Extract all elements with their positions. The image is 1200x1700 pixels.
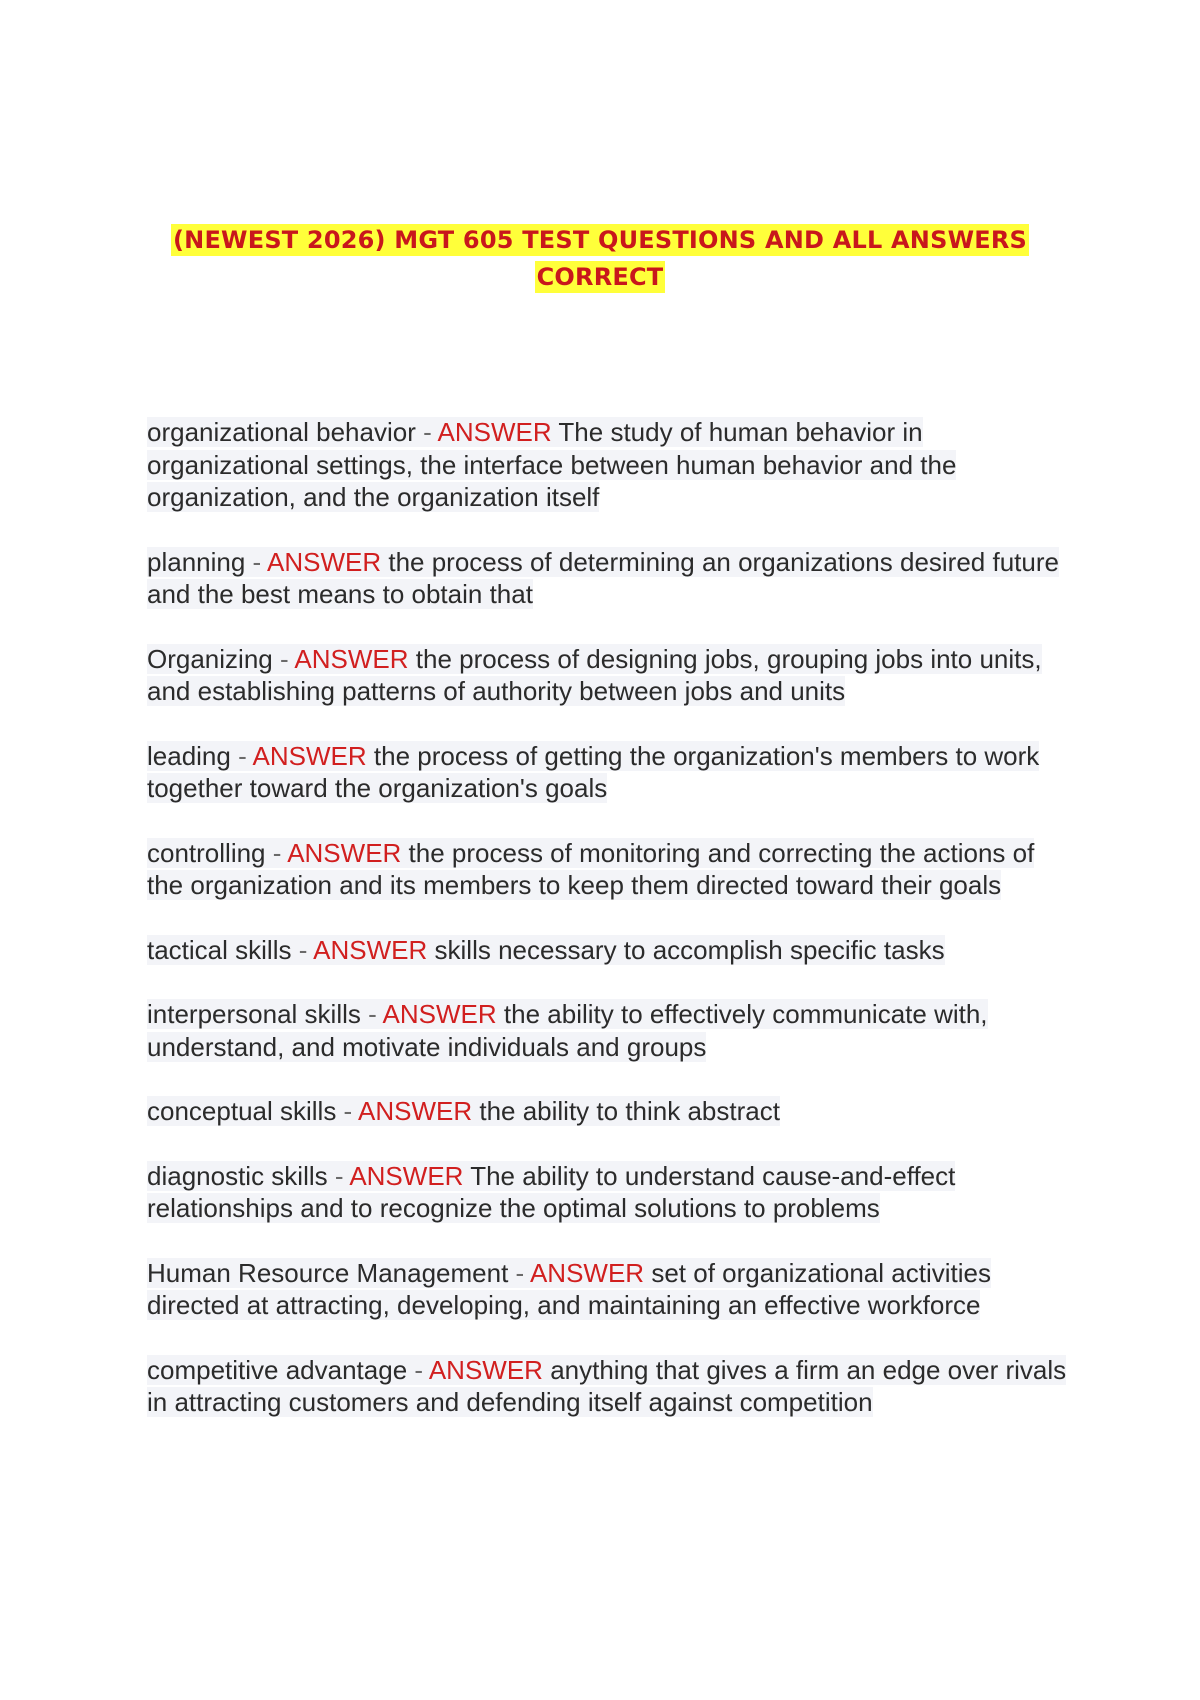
qa-separator: - [508,1257,530,1288]
qa-definition: The study of human behavior in organizational settings, the interface between human behavior and the organization, and the organization itself [147,417,957,512]
answer-label: ANSWER [382,999,497,1029]
qa-item [147,934,1067,967]
qa-term: organizational behavior [147,417,416,447]
qa-item [147,837,1067,902]
qa-item [147,740,1067,805]
qa-definition: the process of determining an organizations desired future and the best means to obtain that [147,546,1059,609]
qa-definition: the process of monitoring and correcting the actions of the organization and its members to keep them directed toward their goals [147,837,1035,900]
document-title [100,222,1100,296]
qa-separator: - [407,1354,429,1385]
qa-definition: skills necessary to accomplish specific tasks [434,934,945,965]
answer-label: ANSWER [357,1096,473,1126]
qa-separator: - [291,934,314,965]
answer-label: ANSWER [529,1257,645,1288]
qa-item [147,1160,1067,1225]
qa-term: interpersonal skills [147,999,361,1029]
title-line-2: CORRECT [536,263,664,291]
qa-term: tactical skills [147,934,292,965]
qa-separator: - [360,999,383,1029]
answer-label: ANSWER [252,740,367,771]
qa-definition: the ability to effectively communicate with, understand, and motivate individuals and groups [147,999,988,1062]
answer-label: ANSWER [313,934,428,965]
qa-item [147,546,1067,611]
qa-list [147,416,1067,1451]
qa-item [147,416,1067,514]
qa-term: conceptual skills [147,1096,337,1126]
qa-separator: - [327,1160,350,1191]
qa-definition: anything that gives a firm an edge over rivals in attracting customers and defending itself against competition [147,1354,1067,1417]
answer-label: ANSWER [294,643,409,674]
qa-definition: set of organizational activities directed at attracting, developing, and maintaining an effective workforce [147,1257,991,1320]
qa-item [147,1354,1067,1419]
qa-separator: - [265,837,288,868]
answer-label: ANSWER [266,546,382,577]
qa-item [147,1257,1067,1322]
qa-separator: - [245,546,267,577]
qa-item [147,643,1067,708]
qa-item [147,998,1067,1063]
qa-term: competitive advantage [147,1354,408,1385]
qa-term: Organizing [147,643,273,674]
qa-definition: the process of designing jobs, grouping jobs into units, and establishing patterns of authority between jobs and units [147,643,1042,706]
qa-term: planning [147,546,246,577]
qa-separator: - [336,1096,358,1126]
qa-item [147,1095,1067,1128]
qa-definition: The ability to understand cause-and-effect relationships and to recognize the optimal solutions to problems [147,1160,956,1223]
qa-definition: the process of getting the organization's members to work together toward the organization's goals [147,740,1040,803]
answer-label: ANSWER [437,417,552,447]
qa-definition: the ability to think abstract [479,1096,780,1126]
qa-term: Human Resource Management [147,1257,509,1288]
qa-term: diagnostic skills [147,1160,328,1191]
answer-label: ANSWER [287,837,402,868]
qa-separator: - [415,417,438,447]
answer-label: ANSWER [349,1160,464,1191]
qa-term: controlling [147,837,266,868]
answer-label: ANSWER [428,1354,543,1385]
title-line-1: (NEWEST 2026) MGT 605 TEST QUESTIONS AND ALL ANSWERS [173,226,1027,254]
qa-term: leading [147,740,231,771]
qa-separator: - [272,643,295,674]
qa-separator: - [230,740,253,771]
